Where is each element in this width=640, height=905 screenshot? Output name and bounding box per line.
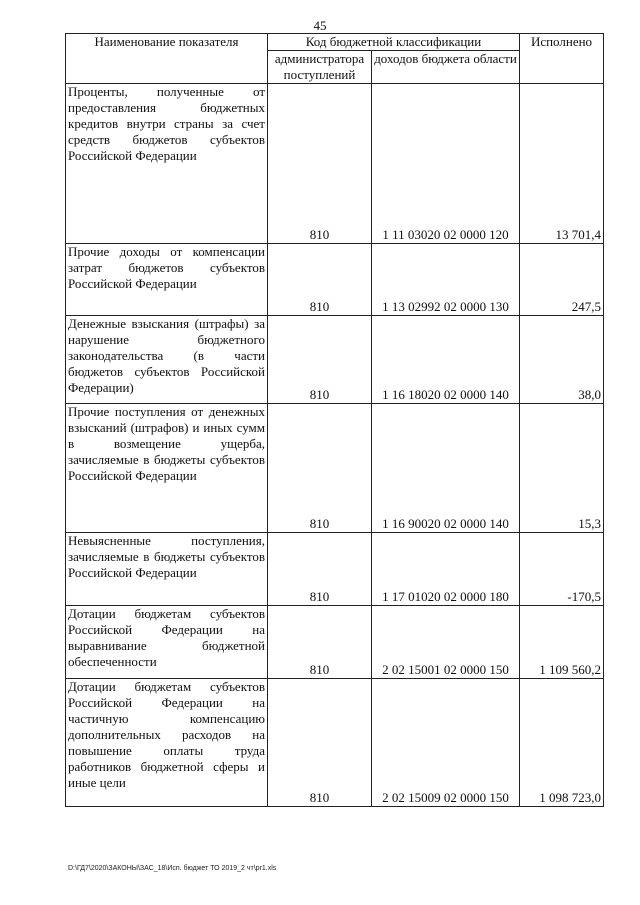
administrator-code: 810 bbox=[268, 404, 372, 533]
budget-execution-table bbox=[65, 33, 604, 807]
table-row bbox=[66, 606, 604, 679]
income-code: 1 11 03020 02 0000 120 bbox=[372, 84, 520, 244]
table-row bbox=[66, 244, 604, 316]
income-code: 2 02 15009 02 0000 150 bbox=[372, 679, 520, 807]
income-code: 1 17 01020 02 0000 180 bbox=[372, 533, 520, 606]
footer-file-path: D:\ГД7\2020\ЗАКОНЫ\ЗАС_18\Исп. бюджет ТО 2019_2 чт\pr1.xls bbox=[68, 865, 277, 872]
header-executed: Исполнено bbox=[520, 34, 604, 84]
administrator-code: 810 bbox=[268, 316, 372, 404]
income-code: 1 16 18020 02 0000 140 bbox=[372, 316, 520, 404]
income-code: 2 02 15001 02 0000 150 bbox=[372, 606, 520, 679]
header-administrator: администратора поступлений bbox=[268, 51, 372, 84]
header-budget-income: доходов бюджета области bbox=[372, 51, 520, 84]
indicator-name: Проценты, полученные от предоставления бюджетных кредитов внутри страны за счет средств бюджетов субъектов Российской Федерации bbox=[66, 84, 268, 244]
page-number: 45 bbox=[313, 18, 327, 33]
administrator-code: 810 bbox=[268, 84, 372, 244]
table-row bbox=[66, 533, 604, 606]
indicator-name: Денежные взыскания (штрафы) за нарушение бюджетного законодательства (в части бюджетов субъектов Российской Федерации) bbox=[66, 316, 268, 404]
administrator-code: 810 bbox=[268, 606, 372, 679]
income-code: 1 13 02992 02 0000 130 bbox=[372, 244, 520, 316]
executed-amount: 247,5 bbox=[520, 244, 604, 316]
income-code: 1 16 90020 02 0000 140 bbox=[372, 404, 520, 533]
administrator-code: 810 bbox=[268, 533, 372, 606]
executed-amount: 1 109 560,2 bbox=[520, 606, 604, 679]
indicator-name: Прочие доходы от компенсации затрат бюджетов субъектов Российской Федерации bbox=[66, 244, 268, 316]
executed-amount: 13 701,4 bbox=[520, 84, 604, 244]
table-row bbox=[66, 84, 604, 244]
executed-amount: 38,0 bbox=[520, 316, 604, 404]
indicator-name: Дотации бюджетам субъектов Российской Федерации на выравнивание бюджетной обеспеченности bbox=[66, 606, 268, 679]
table-row bbox=[66, 316, 604, 404]
table-row bbox=[66, 404, 604, 533]
executed-amount: -170,5 bbox=[520, 533, 604, 606]
indicator-name: Невыясненные поступления, зачисляемые в бюджеты субъектов Российской Федерации bbox=[66, 533, 268, 606]
executed-amount: 15,3 bbox=[520, 404, 604, 533]
administrator-code: 810 bbox=[268, 679, 372, 807]
header-classification-code: Код бюджетной классификации bbox=[268, 34, 520, 51]
indicator-name: Дотации бюджетам субъектов Российской Федерации на частичную компенсацию дополнительных расходов на повышение оплаты труда работников бюджетной сферы и иные цели bbox=[66, 679, 268, 807]
table-row bbox=[66, 679, 604, 807]
administrator-code: 810 bbox=[268, 244, 372, 316]
executed-amount: 1 098 723,0 bbox=[520, 679, 604, 807]
indicator-name: Прочие поступления от денежных взысканий (штрафов) и иных сумм в возмещение ущерба, зачисляемые в бюджеты субъектов Российской Федерации bbox=[66, 404, 268, 533]
header-indicator-name: Наименование показателя bbox=[66, 34, 268, 84]
